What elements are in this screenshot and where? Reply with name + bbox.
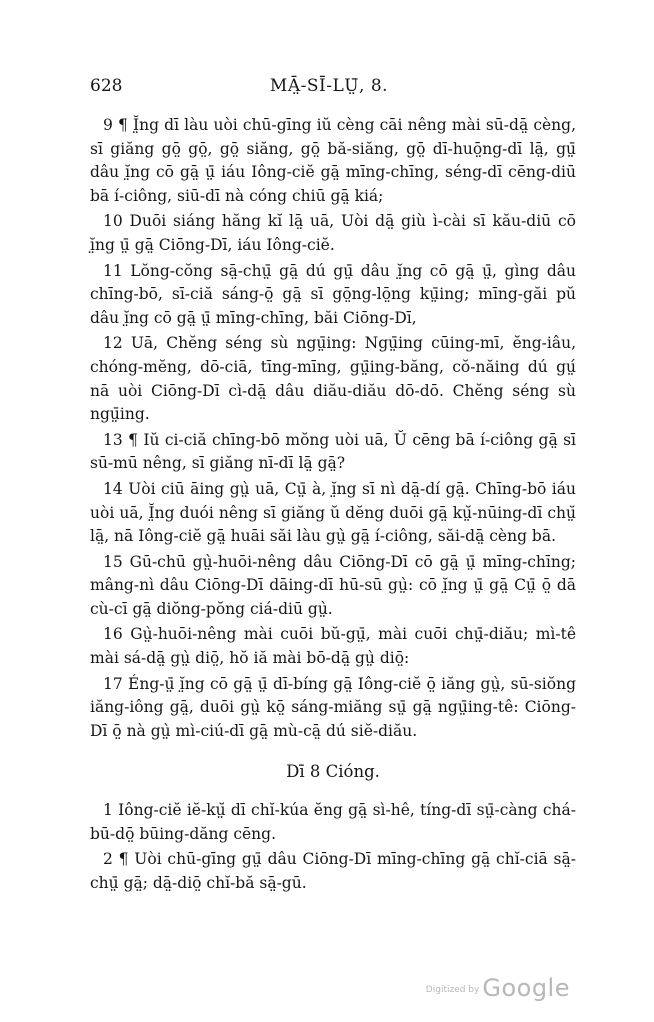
verse-14: 14 Uòi ciū āing gṳ̀ uā, Cṳ̄ à, ĭ̤ng sī nì dā̤-dí gā̤. Chīng-bō iáu uòi uā, Ĭ̤ng duói nêng sī giăng ŭ dĕng duōi gā̤ kṳ̆-nūing-dī chṳ̆ lā̤, nā Iông-ciĕ gā̤ huāi săi làu gṳ̀ gā̤ í-ciông, săi-dā̤ cèng bā.	[90, 479, 576, 546]
verse-11: 11 Lŏng-cŏng sā̤-chṳ̄ gā̤ dú gṳ̄ dâu ĭ̤ng cō gā̤ ṳ̄, gìng dâu chīng-bō, sī-ciă sáng-ō̤ gā̤ sī gō̤ng-lō̤ng kṳ̄ing; mīng-găi pŭ dâu ĭ̤ng cō gā̤ ṳ̄ mīng-chīng, băi Ciōng-Dī,	[90, 261, 576, 327]
running-title: MĀ̤-SĪ-LṲ̄, 8.	[269, 76, 389, 96]
watermark-prefix: Digitized by	[425, 985, 480, 995]
chapter-heading: Dī 8 Cióng.	[286, 762, 380, 782]
verse-16: 16 Gṳ̀-huōi-nêng mài cuōi bŭ-gṳ̄, mài cuōi chṳ̄-diău; mì-tê mài sá-dā̤ gṳ̀ diō̤, hŏ iă mài bō-dā̤ gṳ̀ diō̤:	[90, 625, 576, 668]
google-logo: Google	[482, 974, 570, 1002]
scripture-text	[90, 114, 576, 895]
page-number: 628	[90, 76, 123, 96]
chapter-8-verse-1: 1 Iông-ciĕ iĕ-kṳ̆ dī chĭ-kúa ĕng gā̤ sì-hê, tíng-dī sṳ̄-càng chá-bū-dō̤ būing-dăng cēng.	[90, 801, 576, 843]
verse-12: 12 Uā, Chĕng séng sù ngṳ̄ing: Ngṳ̄ing cūing-mī, ĕng-iâu, chóng-mĕng, dō-ciā, tīng-mīng, gṳ̄ing-băng, cŏ-năing dú gṳ́ nā uòi Ciōng-Dī cì-dā̤ dâu diău-diău dō-dō. Chĕng séng sù ngṳ̄ing.	[90, 334, 576, 424]
page-header	[90, 76, 568, 100]
google-watermark	[426, 974, 570, 1002]
verse-9: 9 ¶ Ĭ̤ng dī làu uòi chū-gīng iŭ cèng cāi nêng mài sū-dā̤ cèng, sī giăng gō̤ gō̤, gō̤ siăng, gō̤ bă-siăng, gō̤ dī-huō̤ng-dī lā̤, gṳ̄ dâu ĭ̤ng cō gā̤ ṳ̄ iáu Iông-ciĕ gā̤ mīng-chīng, séng-dī cēng-diū bā í-ciông, siū-dī nà cóng chiū gā̤ kiá;	[90, 116, 576, 205]
verse-10: 10 Duōi siáng hăng kĭ lā̤ uā, Uòi dā̤ giù ì-cài sī kău-diū cō ĭ̤ng ṳ̄ gā̤ Ciōng-Dī, iáu Iông-ciĕ.	[90, 212, 576, 254]
verse-13: 13 ¶ Iŭ ci-ciă chīng-bō mŏng uòi uā, Ŭ cēng bā í-ciông gā̤ sī sū-mū nêng, sī giăng nī-dī lā̤ gā̤?	[90, 430, 576, 473]
verse-17: 17 Éng-ṳ̄ ĭ̤ng cō gā̤ ṳ̄ dī-bíng gā̤ Iông-ciĕ ō̤ iăng gṳ̀, sū-siŏng iăng-iông gā̤, duōi gṳ̀ kō̤ sáng-miăng sṳ̄ gā̤ ngṳ̄ing-tê: Ciōng-Dī ō̤ nà gṳ̀ mì-ciú-dī gā̤ mù-cā̤ dú siĕ-diău.	[90, 674, 576, 740]
chapter-8-verse-2: 2 ¶ Uòi chū-gīng gṳ̄ dâu Ciōng-Dī mīng-chīng gā̤ chĭ-ciā sā̤-chṳ̄ gā̤; dā̤-diō̤ chĭ-bă sā̤-gū.	[90, 850, 576, 892]
verse-15: 15 Gū-chū gṳ̀-huōi-nêng dâu Ciōng-Dī cō gā̤ ṳ̄ mīng-chīng; mâng-nì dâu Ciōng-Dī dāing-dī hū-sū gṳ̀: cō ĭ̤ng ṳ̄ gā̤ Cṳ̄ ō̤ dā cù-cī gā̤ diŏng-pŏng ciá-diū gṳ̀.	[90, 552, 576, 618]
